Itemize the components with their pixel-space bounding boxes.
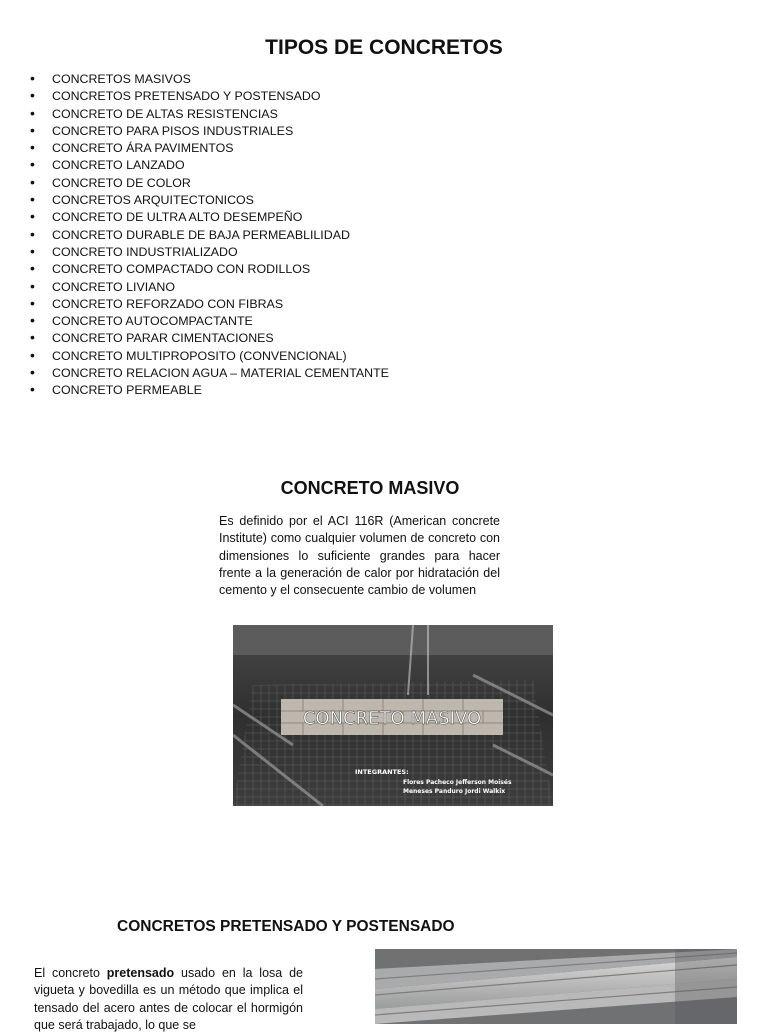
concrete-type-item: • CONCRETO INDUSTRIALIZADO bbox=[30, 244, 389, 261]
concrete-type-item: • CONCRETOS PRETENSADO Y POSTENSADO bbox=[30, 88, 389, 105]
section-paragraph-masivo: Es definido por el ACI 116R (American concrete Institute) como cualquier volumen de concreto con dimensiones lo suficiente grandes para hacer frente a la generación de calor por hidratación del cemento y el consecuente cambio de volumen bbox=[219, 514, 500, 598]
concrete-beams-illustration bbox=[375, 949, 737, 1024]
concrete-type-item: • CONCRETO PARAR CIMENTACIONES bbox=[30, 330, 389, 347]
concrete-type-item: • CONCRETO PARA PISOS INDUSTRIALES bbox=[30, 123, 389, 140]
concrete-type-item: • CONCRETO REFORZADO CON FIBRAS bbox=[30, 296, 389, 313]
section-heading-pretensado: CONCRETOS PRETENSADO Y POSTENSADO bbox=[117, 918, 455, 935]
paragraph-text: El concreto bbox=[34, 966, 107, 980]
paragraph-text: usado en la losa de vigueta y bovedilla es un método que implica el tensado del acero antes de colocar el hormigón que será trabajado, lo que se bbox=[34, 966, 303, 1032]
construction-site-illustration bbox=[233, 625, 553, 806]
concrete-type-item: • CONCRETO COMPACTADO CON RODILLOS bbox=[30, 261, 389, 278]
concrete-type-item: • CONCRETOS ARQUITECTONICOS bbox=[30, 192, 389, 209]
member-name-2: Meneses Panduro Jordi Walkix bbox=[403, 788, 506, 795]
pretensado-photo bbox=[375, 949, 737, 1024]
member-name-1: Flores Pacheco Jefferson Moisés bbox=[403, 779, 512, 786]
concrete-type-item: • CONCRETO DURABLE DE BAJA PERMEABLILIDAD bbox=[30, 227, 389, 244]
masivo-photo bbox=[233, 625, 553, 806]
concrete-type-item: • CONCRETO LANZADO bbox=[30, 157, 389, 174]
concrete-type-item: • CONCRETO ÁRA PAVIMENTOS bbox=[30, 140, 389, 157]
concrete-type-item: • CONCRETO DE COLOR bbox=[30, 175, 389, 192]
concrete-type-item: • CONCRETO MULTIPROPOSITO (CONVENCIONAL) bbox=[30, 348, 389, 365]
concrete-type-item: • CONCRETO DE ALTAS RESISTENCIAS bbox=[30, 106, 389, 123]
concrete-type-item: • CONCRETO DE ULTRA ALTO DESEMPEÑO bbox=[30, 209, 389, 226]
concrete-type-item: • CONCRETO LIVIANO bbox=[30, 279, 389, 296]
concrete-types-list bbox=[30, 71, 389, 400]
page-title: TIPOS DE CONCRETOS bbox=[265, 36, 503, 59]
integrantes-label: INTEGRANTES: bbox=[355, 768, 409, 776]
concrete-type-item: • CONCRETO AUTOCOMPACTANTE bbox=[30, 313, 389, 330]
concrete-type-item: • CONCRETO RELACION AGUA – MATERIAL CEMENTANTE bbox=[30, 365, 389, 382]
concrete-type-item: • CONCRETOS MASIVOS bbox=[30, 71, 389, 88]
banner-title: CONCRETO MASIVO bbox=[302, 708, 482, 729]
paragraph-bold-term: pretensado bbox=[106, 966, 175, 980]
concrete-type-item: • CONCRETO PERMEABLE bbox=[30, 382, 389, 399]
section-heading-masivo: CONCRETO MASIVO bbox=[280, 478, 460, 498]
